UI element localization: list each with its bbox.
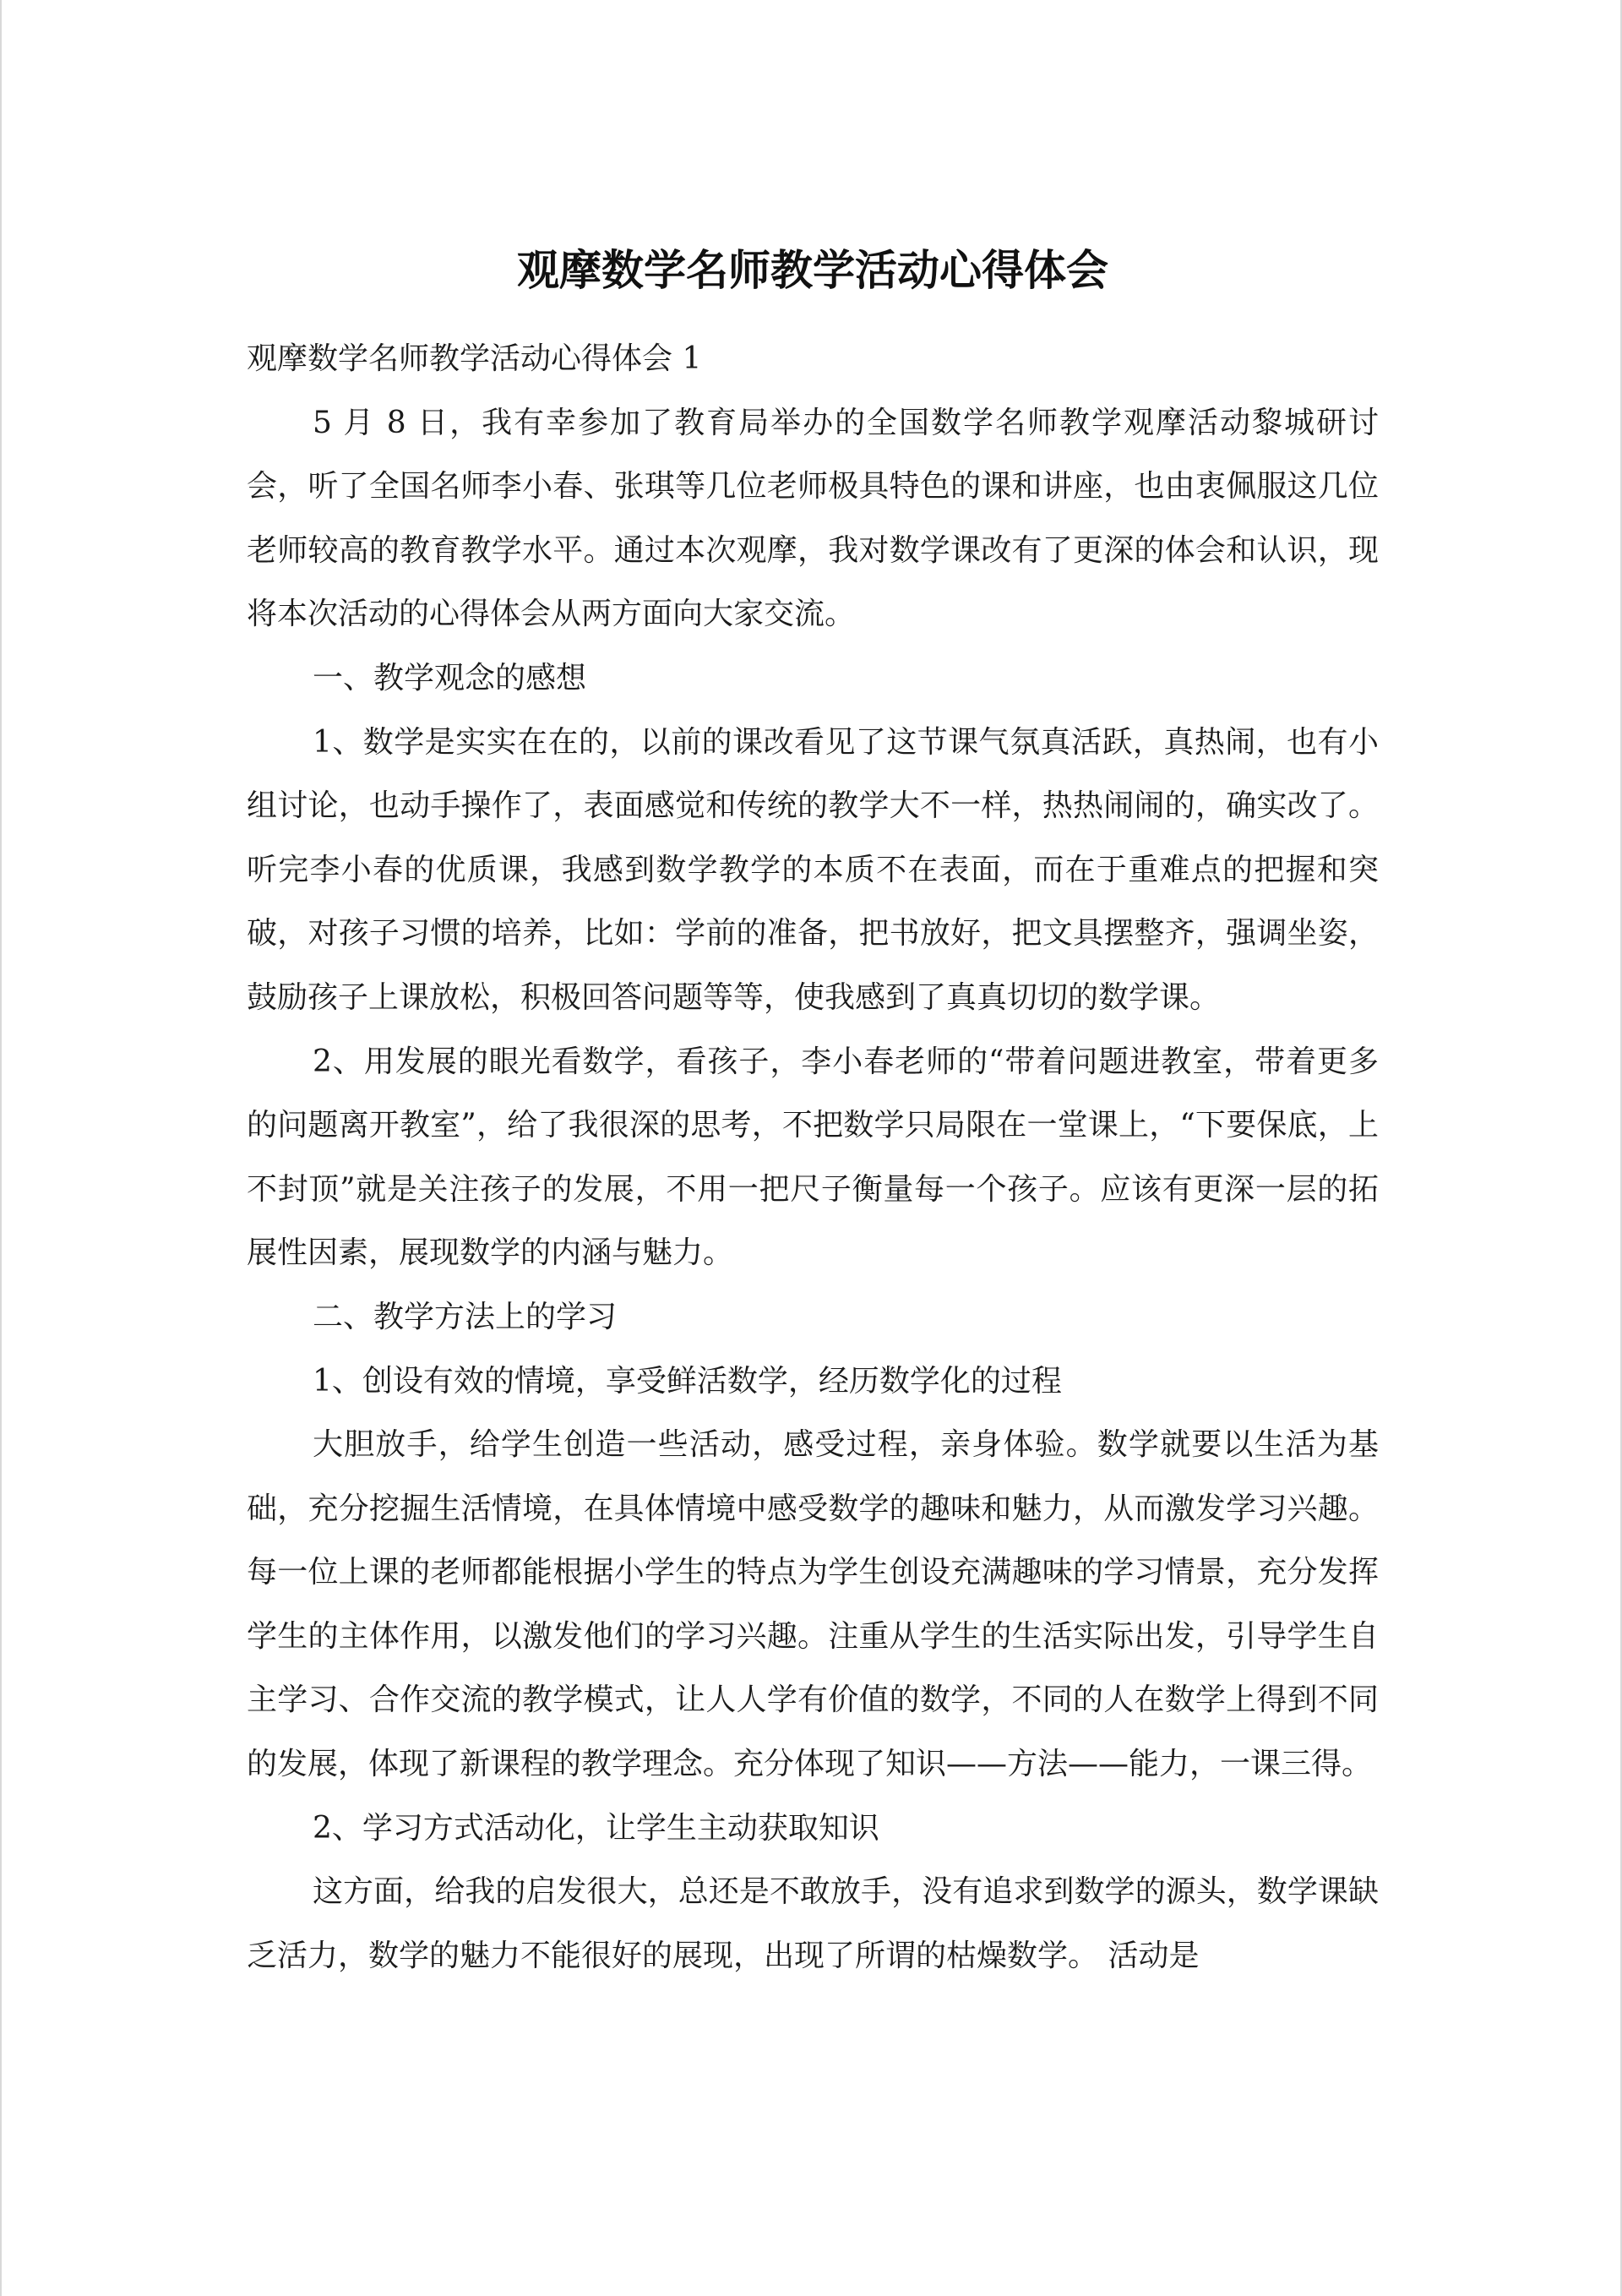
paragraph-concept-1: 1、数学是实实在在的，以前的课改看见了这节课气氛真活跃，真热闹，也有小组讨论，也动手操作了，表面感觉和传统的教学大不一样，热热闹闹的，确实改了。听完李小春的优质课，我感到数学教学的本质不在表面，而在于重难点的把握和突破，对孩子习惯的培养，比如：学前的准备，把书放好，把文具摆整齐，强调坐姿，鼓励孩子上课放松，积极回答问题等等，使我感到了真真切切的数学课。 [247,724,1379,1015]
heading-teaching-method: 二、教学方法上的学习 [313,1299,618,1334]
document-title: 观摩数学名师教学活动心得体会 [517,246,1108,295]
subheading-method-1: 1、创设有效的情境，享受鲜活数学，经历数学化的过程 [313,1363,1062,1399]
document-body [247,327,1379,1988]
section-heading: 观摩数学名师教学活动心得体会 1 [247,341,702,376]
paragraph-concept-2: 2、用发展的眼光看数学，看孩子，李小春老师的“带着问题进教室，带着更多的问题离开教室”，给了我很深的思考，不把数学只局限在一堂课上，“下要保底，上不封顶”就是关注孩子的发展，不用一把尺子衡量每一个孩子。应该有更深一层的拓展性因素，展现数学的内涵与魅力。 [247,1044,1379,1271]
heading-teaching-concept: 一、教学观念的感想 [313,660,587,695]
subheading-method-2: 2、学习方式活动化，让学生主动获取知识 [313,1810,879,1846]
paragraph-method-2: 这方面，给我的启发很大，总还是不敢放手，没有追求到数学的源头，数学课缺乏活力，数学的魅力不能很好的展现，出现了所谓的枯燥数学。 活动是 [247,1874,1379,1973]
paragraph-intro: 5 月 8 日，我有幸参加了教育局举办的全国数学名师教学观摩活动黎城研讨会，听了全国名师李小春、张琪等几位老师极具特色的课和讲座，也由衷佩服这几位老师较高的教育教学水平。通过本次观摩，我对数学课改有了更深的体会和认识，现将本次活动的心得体会从两方面向大家交流。 [247,405,1379,632]
paragraph-method-1: 大胆放手，给学生创造一些活动，感受过程，亲身体验。数学就要以生活为基础，充分挖掘生活情境，在具体情境中感受数学的趣味和魅力，从而激发学习兴趣。每一位上课的老师都能根据小学生的特点为学生创设充满趣味的学习情景，充分发挥学生的主体作用，以激发他们的学习兴趣。注重从学生的生活实际出发，引导学生自主学习、合作交流的教学模式，让人人学有价值的数学，不同的人在数学上得到不同的发展，体现了新课程的教学理念。充分体现了知识——方法——能力，一课三得。 [247,1427,1379,1782]
